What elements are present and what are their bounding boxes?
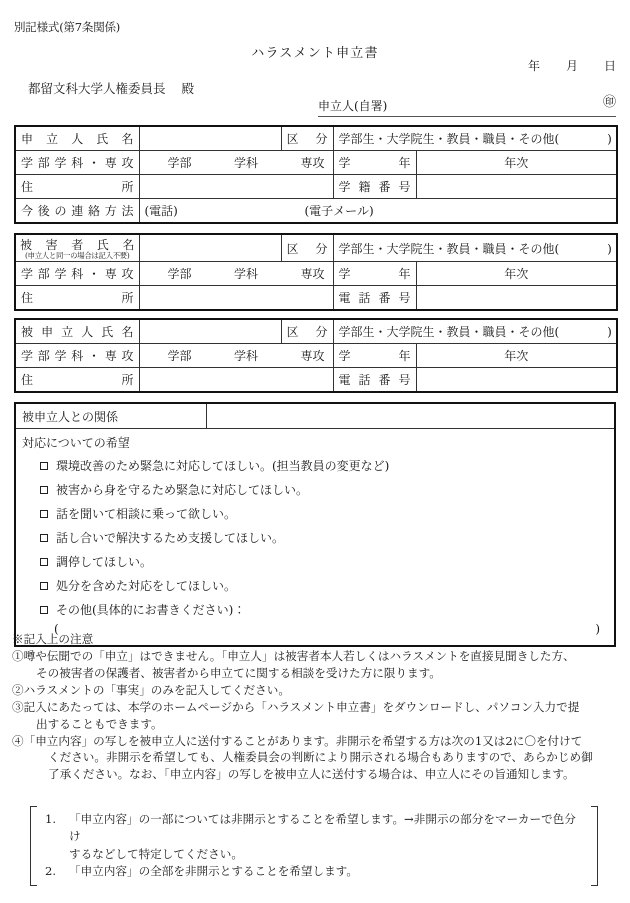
disclosure-option-number: 2.: [45, 864, 57, 879]
note-line: その被害者の保護者、被害者から申立てに関する相談を受けた方に限ります。: [36, 665, 441, 680]
victim-faculty-label: 学部学科・専攻: [15, 262, 139, 286]
disclosure-option-1-cont: [45, 846, 585, 863]
applicant-division-options[interactable]: 学部生・大学院生・教員・職員・その他( ): [333, 126, 617, 151]
department-text: 学科: [233, 267, 258, 281]
note-line: 「申立内容」の写しを被申立人に送付することがあります。非開示を希望する方は次の1又は2に〇を付けて: [23, 733, 583, 748]
date-year-label: 年: [527, 59, 540, 73]
faculty-text: 学部: [167, 267, 192, 281]
relation-input[interactable]: [207, 404, 614, 428]
applicant-table: [14, 125, 618, 224]
note-mark: ③: [12, 699, 24, 714]
victim-address-label: 住 所: [15, 286, 139, 311]
form-number: 別記様式(第7条関係): [14, 20, 121, 34]
applicant-address-label: 住 所: [15, 175, 139, 199]
contact-tel-label: (電話): [144, 204, 178, 218]
victim-table: [14, 233, 618, 311]
seal-icon: ㊞: [602, 95, 616, 110]
respondent-address-label: 住 所: [15, 368, 139, 393]
applicant-grade-cell: [333, 151, 617, 175]
victim-grade-label: 学 年: [334, 262, 417, 285]
requests-heading: 対応についての希望: [22, 436, 130, 450]
respondent-phone-input[interactable]: [416, 368, 616, 391]
respondent-grade-value[interactable]: 年次: [504, 349, 529, 363]
applicant-faculty-label: 学部学科・専攻: [15, 151, 139, 175]
contact-email-label: (電子メール): [304, 204, 374, 218]
request-option-4[interactable]: [16, 525, 614, 549]
victim-address-input[interactable]: [139, 286, 333, 311]
department-text: 学科: [233, 349, 258, 363]
faculty-text: 学部: [167, 156, 192, 170]
disclosure-option-2[interactable]: [45, 863, 585, 880]
note-item-4-cont-1: [12, 749, 620, 766]
requests-list: [16, 453, 614, 645]
applicant-studentid-cell: [333, 175, 617, 199]
addressee-name: 都留文科大学人権委員長: [28, 81, 166, 96]
addressee-honorific: 殿: [181, 81, 195, 96]
checkbox-icon[interactable]: [40, 606, 48, 614]
date-line: [0, 57, 630, 74]
respondent-name-input[interactable]: [139, 319, 281, 344]
applicant-division-label: 区 分: [281, 126, 333, 151]
victim-name-input[interactable]: [139, 234, 281, 262]
victim-grade-value[interactable]: 年次: [504, 267, 529, 281]
checkbox-icon[interactable]: [40, 582, 48, 590]
signature-label: 申立人(自署): [318, 99, 388, 113]
request-option-7[interactable]: [16, 597, 614, 621]
request-label: 環境改善のため緊急に対応してほしい。(担当教員の変更など): [56, 458, 390, 473]
signature-line: [318, 116, 616, 117]
checkbox-icon[interactable]: [40, 510, 48, 518]
respondent-division-label: 区 分: [281, 319, 333, 344]
notes-heading: ※記入上の注意: [12, 632, 94, 646]
respondent-grade-label: 学 年: [334, 344, 417, 367]
major-text: 専攻: [300, 267, 325, 281]
disclosure-option-1[interactable]: [45, 811, 585, 846]
note-item-2: [12, 682, 620, 699]
respondent-grade-cell: [333, 344, 617, 368]
note-line: ハラスメントの「事実」のみを記入してください。: [23, 682, 290, 697]
checkbox-icon[interactable]: [40, 558, 48, 566]
request-label: その他(具体的にお書きください)：: [56, 602, 246, 617]
checkbox-icon[interactable]: [40, 486, 48, 494]
victim-phone-input[interactable]: [416, 286, 616, 309]
applicant-contact-label: 今後の連絡方法: [15, 199, 139, 224]
disclosure-option-line: 「申立内容」の一部については非開示とすることを希望します。→非開示の部分をマーカーで色分け: [69, 812, 576, 844]
department-text: 学科: [233, 156, 258, 170]
table-row: [15, 344, 617, 368]
respondent-faculty-input[interactable]: [139, 344, 333, 368]
applicant-studentid-label: 学籍番号: [334, 175, 417, 198]
note-line: 了承ください。なお、「申立内容」の写しを被申立人に送付する場合は、申立人にその旨通知します。: [48, 767, 575, 782]
table-row: [15, 286, 617, 311]
respondent-division-options[interactable]: 学部生・大学院生・教員・職員・その他( ): [333, 319, 617, 344]
date-month-label: 月: [565, 59, 578, 73]
respondent-phone-cell: [333, 368, 617, 393]
disclosure-option-number: 1.: [45, 812, 57, 826]
applicant-address-input[interactable]: [139, 175, 333, 199]
checkbox-icon[interactable]: [40, 462, 48, 470]
note-line: 噂や伝聞での「申立」はできません。「申立人」は被害者本人若しくはハラスメントを直接見聞きした方、: [23, 648, 575, 663]
request-option-3[interactable]: [16, 501, 614, 525]
applicant-grade-value[interactable]: 年次: [504, 156, 529, 170]
applicant-name-label: 申 立 人 氏 名: [15, 126, 139, 151]
table-row: [15, 151, 617, 175]
victim-division-label: 区 分: [281, 234, 333, 262]
bracket-right-icon: [591, 806, 598, 886]
note-mark: ④: [12, 733, 24, 748]
request-option-1[interactable]: [16, 453, 614, 477]
note-line: 出することもできます。: [36, 716, 163, 731]
free-text-open-paren: (: [54, 622, 59, 636]
applicant-grade-label: 学 年: [334, 151, 417, 174]
requests-box: [14, 402, 616, 647]
request-label: 話し合いで解決するため支援してほしい。: [56, 530, 285, 545]
disclosure-options-list: [37, 806, 591, 886]
applicant-name-input[interactable]: [139, 126, 281, 151]
victim-grade-cell: [333, 262, 617, 286]
request-option-5[interactable]: [16, 549, 614, 573]
bracket-left-icon: [30, 806, 37, 886]
note-item-1-cont: [12, 665, 620, 682]
request-label: 被害から身を守るため緊急に対応してほしい。: [56, 482, 309, 497]
applicant-studentid-input[interactable]: [416, 175, 616, 198]
disclosure-option-line: するなどして特定してください。: [69, 846, 243, 861]
table-row: [15, 262, 617, 286]
table-row: [15, 199, 617, 224]
respondent-address-input[interactable]: [139, 368, 333, 393]
signature-row: [318, 97, 616, 117]
table-row: [15, 368, 617, 393]
victim-division-options[interactable]: 学部生・大学院生・教員・職員・その他( ): [333, 234, 617, 262]
faculty-text: 学部: [167, 349, 192, 363]
page-title: ハラスメント申立書: [251, 46, 379, 61]
respondent-phone-label: 電話番号: [334, 368, 417, 391]
note-item-3-cont: [12, 716, 620, 733]
relation-row: [16, 404, 614, 429]
respondent-faculty-label: 学部学科・専攻: [15, 344, 139, 368]
victim-name-label-cell: [15, 234, 139, 262]
addressee: [28, 79, 194, 97]
request-option-6[interactable]: [16, 573, 614, 597]
respondent-table: [14, 318, 618, 393]
note-item-3: [12, 699, 620, 716]
request-option-2[interactable]: [16, 477, 614, 501]
major-text: 専攻: [300, 156, 325, 170]
free-text-close-paren: ): [595, 622, 600, 636]
victim-phone-cell: [333, 286, 617, 311]
note-item-1: [12, 648, 620, 665]
victim-name-label: 被 害 者 氏 名: [20, 238, 135, 253]
request-label: 処分を含めた対応をしてほしい。: [56, 578, 237, 593]
disclosure-option-line: 「申立内容」の全部を非開示とすることを希望します。: [69, 864, 358, 879]
notes-section: [12, 631, 620, 783]
respondent-name-label: 被 申 立 人 氏 名: [15, 319, 139, 344]
note-line: ください。非開示を希望しても、人権委員会の判断により開示される場合もありますので、あらかじめ御: [48, 750, 593, 765]
note-mark: ②: [12, 682, 24, 697]
major-text: 専攻: [300, 349, 325, 363]
note-item-4: [12, 733, 620, 750]
applicant-contact-input[interactable]: [139, 199, 617, 224]
victim-name-sub-note: (申立人と同一の場合は記入不要): [25, 251, 130, 261]
applicant-faculty-input[interactable]: [139, 151, 333, 175]
relation-label: 被申立人との関係: [16, 404, 207, 428]
table-row: [15, 175, 617, 199]
victim-faculty-input[interactable]: [139, 262, 333, 286]
note-mark: ①: [12, 648, 24, 663]
victim-phone-label: 電話番号: [334, 286, 417, 309]
checkbox-icon[interactable]: [40, 534, 48, 542]
note-item-4-cont-2: [12, 766, 620, 783]
table-row: [15, 126, 617, 151]
table-row: [15, 234, 617, 262]
request-label: 話を聞いて相談に乗って欲しい。: [56, 506, 237, 521]
table-row: [15, 319, 617, 344]
note-line: 記入にあたっては、本学のホームページから「ハラスメント申立書」をダウンロードし、パソコン入力で提: [23, 699, 580, 714]
disclosure-options-block: [30, 806, 598, 886]
request-label: 調停してほしい。: [56, 554, 153, 569]
date-day-label: 日: [603, 59, 616, 73]
